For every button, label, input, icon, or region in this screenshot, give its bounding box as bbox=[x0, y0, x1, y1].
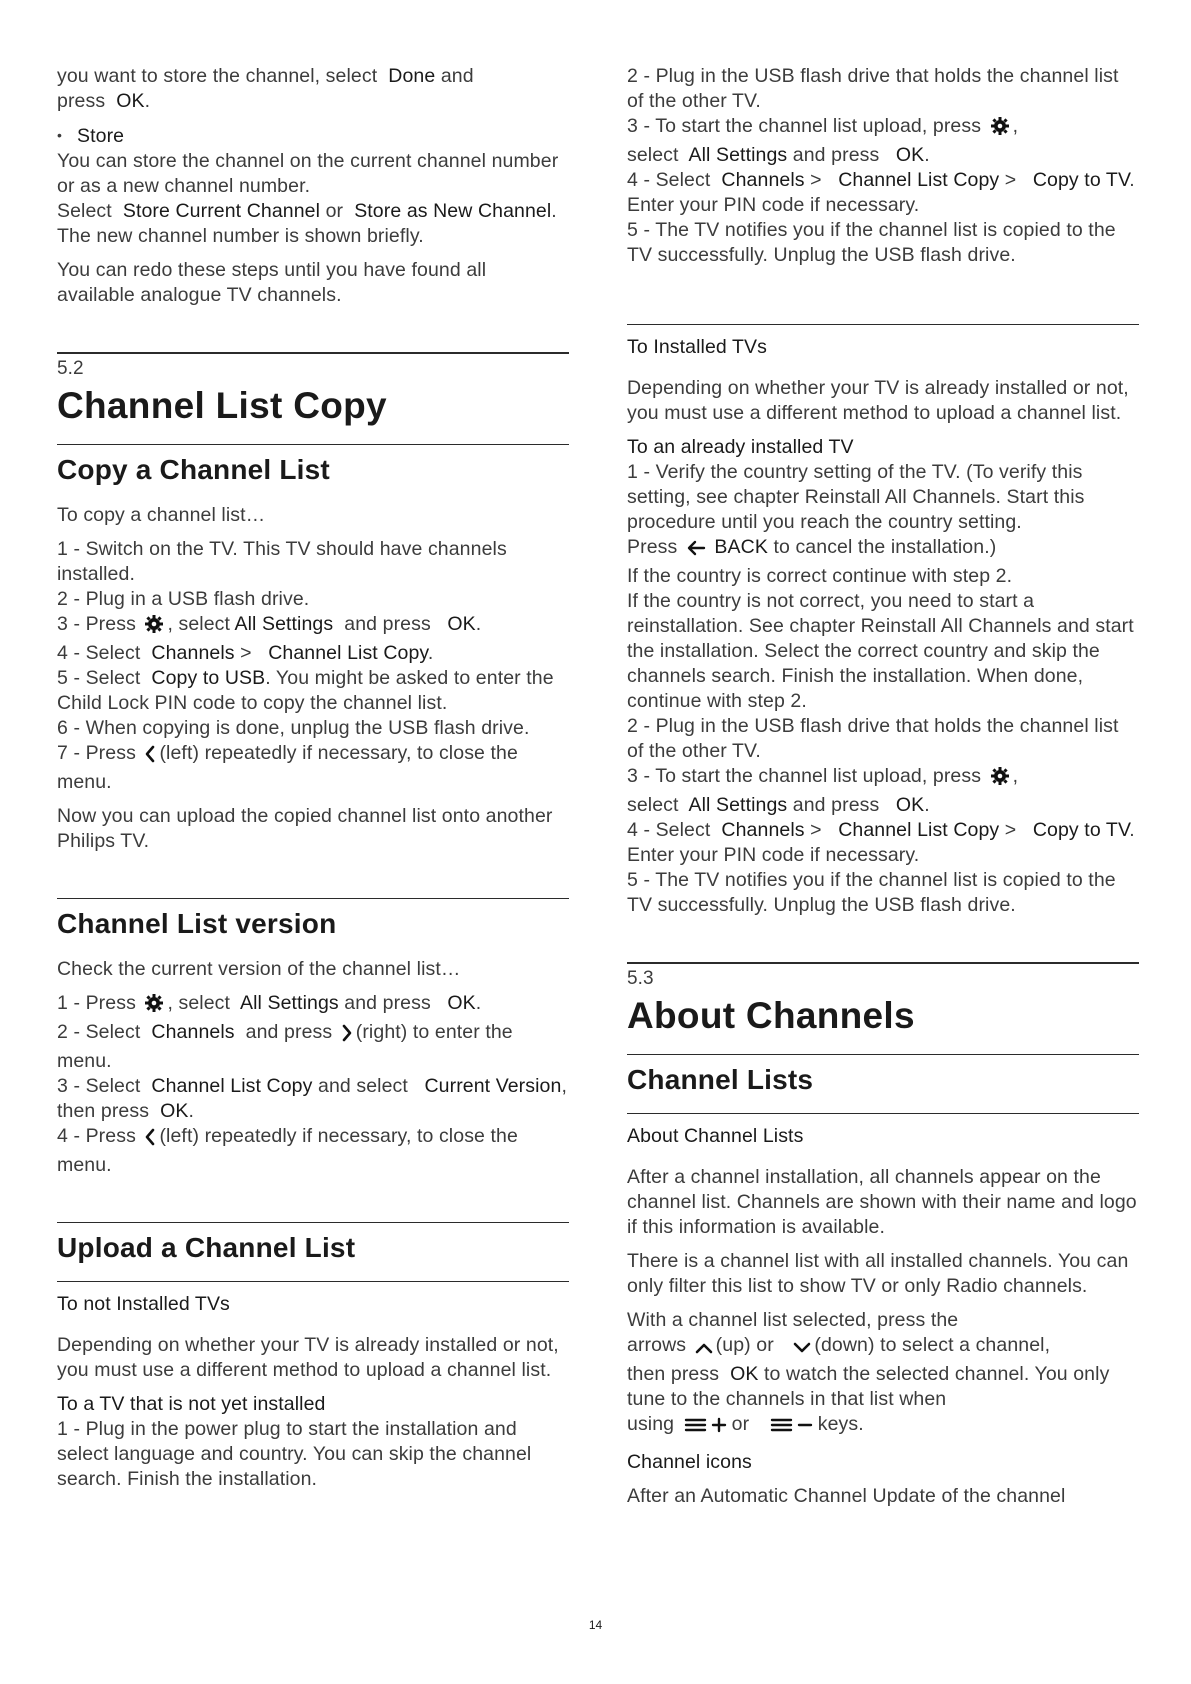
step-text: (left) repeatedly if necessary, to close the menu. bbox=[57, 742, 518, 793]
up-arrow-icon bbox=[695, 1337, 713, 1362]
installed-step-2: 2 - Plug in the USB flash drive that holds the channel list of the other TV. bbox=[627, 715, 1119, 762]
upload-step-5: 5 - The TV notifies you if the channel list is copied to the TV successfully. Unplug the USB flash drive. bbox=[627, 219, 1116, 266]
right-arrow-icon bbox=[341, 1024, 353, 1049]
lists-text: or bbox=[731, 1413, 750, 1435]
down-arrow-icon bbox=[793, 1337, 811, 1362]
back-arrow-icon bbox=[686, 539, 706, 564]
intro-dot: . bbox=[144, 90, 151, 112]
store-text: You can store the channel on the current channel number or as a new channel number. bbox=[57, 150, 559, 197]
step-text: 4 - Select bbox=[57, 642, 141, 664]
upload-step-2: 2 - Plug in the USB flash drive that holds the channel list of the other TV. bbox=[627, 65, 1119, 112]
installed-sub-title: To an already installed TV bbox=[627, 436, 854, 458]
channel-list-copy-label: Channel List Copy bbox=[268, 642, 428, 664]
store-new-label: Store as New Channel bbox=[354, 200, 552, 222]
minor-title: About Channel Lists bbox=[627, 1125, 804, 1147]
store-paragraph bbox=[57, 149, 569, 249]
upload-step-3: 3 - To start the channel list upload, press , select All Settings and press OK. bbox=[627, 115, 1019, 166]
settings-gear-icon bbox=[144, 993, 164, 1020]
step-text: 4 - Select bbox=[627, 169, 711, 191]
minor-rule bbox=[627, 324, 1139, 325]
left-arrow-icon bbox=[144, 1128, 156, 1153]
installed-step-3: 3 - To start the channel list upload, press , select All Settings and press OK. bbox=[627, 765, 1019, 816]
step-text: 3 - To start the channel list upload, press bbox=[627, 765, 982, 787]
upload-lead: Depending on whether your TV is already installed or not, you must use a different method to upload a channel list. bbox=[57, 1334, 559, 1381]
step-text: and press bbox=[344, 992, 431, 1014]
subsection-title: Channel Lists bbox=[627, 1064, 814, 1095]
step-text: , then press bbox=[57, 1075, 567, 1122]
intro-and: and bbox=[440, 65, 474, 87]
subsection-rule bbox=[57, 1222, 569, 1223]
minor-title: To Installed TVs bbox=[627, 336, 767, 358]
intro-paragraph bbox=[57, 64, 569, 114]
version-lead: Check the current version of the channel list… bbox=[57, 958, 461, 980]
intro-press: press bbox=[57, 90, 106, 112]
channel-list-copy-label: Channel List Copy bbox=[151, 1075, 313, 1097]
right-column bbox=[627, 64, 1139, 1509]
step-text: 3 - Select bbox=[57, 1075, 141, 1097]
lists-text: (up) or bbox=[715, 1334, 774, 1356]
redo-paragraph: You can redo these steps until you have found all available analogue TV channels. bbox=[57, 259, 487, 306]
installed-step-5: 5 - The TV notifies you if the channel list is copied to the TV successfully. Unplug the USB flash drive. bbox=[627, 869, 1116, 916]
step-text: and select bbox=[318, 1075, 408, 1097]
subsection-rule bbox=[627, 1054, 1139, 1055]
copy-step-6: 6 - When copying is done, unplug the USB flash drive. bbox=[57, 717, 530, 739]
current-version-label: Current Version bbox=[424, 1075, 562, 1097]
step-text: and press bbox=[245, 1021, 333, 1043]
menu-separator: > bbox=[810, 819, 822, 841]
step-text: , select bbox=[167, 992, 231, 1014]
upload-step-4 bbox=[627, 168, 1139, 218]
copy-steps bbox=[57, 537, 569, 795]
store-bullet-label: Store bbox=[77, 125, 125, 147]
step-text: select bbox=[627, 144, 679, 166]
settings-gear-icon bbox=[990, 766, 1010, 793]
back-label: BACK bbox=[714, 536, 768, 558]
store-tail: . The new channel number is shown briefly. bbox=[57, 200, 557, 247]
step-text: 4 - Press bbox=[57, 1125, 136, 1147]
left-arrow-icon bbox=[144, 745, 156, 770]
copy-step-2: 2 - Plug in a USB flash drive. bbox=[57, 588, 310, 610]
step-text: 1 - Verify the country setting of the TV. (To verify this setting, see chapter Reinstall All Channels. Start this procedure until you reach the country setting. bbox=[627, 461, 1085, 533]
installed-step-4 bbox=[627, 818, 1139, 868]
step-text: 3 - To start the channel list upload, press bbox=[627, 115, 982, 137]
upload-sub-title: To a TV that is not yet installed bbox=[57, 1393, 326, 1415]
ok-label: OK bbox=[447, 613, 476, 635]
settings-gear-icon bbox=[144, 614, 164, 641]
store-current-label: Store Current Channel bbox=[122, 200, 321, 222]
left-column bbox=[57, 64, 569, 1492]
step-text: and press bbox=[792, 144, 880, 166]
copy-to-usb-label: Copy to USB bbox=[151, 667, 266, 689]
step-text: (right) to enter the menu. bbox=[57, 1021, 513, 1072]
minor-rule bbox=[627, 1113, 1139, 1114]
ok-label: OK bbox=[895, 794, 925, 816]
lists-text: then press bbox=[627, 1363, 720, 1385]
step-text: . Enter your PIN code if necessary. bbox=[627, 169, 1135, 216]
step-text: Press bbox=[627, 536, 678, 558]
all-settings-label: All Settings bbox=[688, 794, 788, 816]
step-text: and press bbox=[344, 613, 431, 635]
copy-after: Now you can upload the copied channel list onto another Philips TV. bbox=[57, 805, 553, 852]
all-settings-label: All Settings bbox=[240, 992, 339, 1014]
subsection-rule bbox=[57, 444, 569, 445]
section-title: About Channels bbox=[627, 995, 915, 1036]
upload-step-1: 1 - Plug in the power plug to start the installation and select language and country. You can skip the channel search. Finish the installation. bbox=[57, 1418, 532, 1490]
copy-step-1: 1 - Switch on the TV. This TV should have channels installed. bbox=[57, 538, 507, 585]
intro-text: you want to store the channel, select bbox=[57, 65, 378, 87]
channel-list-copy-label: Channel List Copy bbox=[838, 819, 1000, 841]
copy-step-4: 4 - Select Channels > Channel List Copy. bbox=[57, 642, 434, 664]
list-plus-icon bbox=[683, 1416, 729, 1441]
installed-lead: Depending on whether your TV is already installed or not, you must use a different method to upload a channel list. bbox=[627, 377, 1129, 424]
version-step-3: 3 - Select Channel List Copy and select Current Version, then press OK. bbox=[57, 1075, 567, 1122]
minor-title: To not Installed TVs bbox=[57, 1293, 230, 1315]
step-text: 7 - Press bbox=[57, 742, 136, 764]
lists-text: With a channel list selected, press the bbox=[627, 1309, 959, 1331]
subsection-title: Copy a Channel List bbox=[57, 454, 330, 485]
lists-text: arrows bbox=[627, 1334, 687, 1356]
copy-to-tv-label: Copy to TV bbox=[1032, 819, 1130, 841]
step-text: 3 - Press bbox=[57, 613, 136, 635]
menu-separator: > bbox=[810, 169, 822, 191]
lists-text: to watch the selected channel. You only tune to the channels in that list when bbox=[627, 1363, 1110, 1410]
copy-lead: To copy a channel list… bbox=[57, 504, 266, 526]
copy-step-3: 3 - Press , select All Settings and press OK. bbox=[57, 612, 569, 641]
step-text: select bbox=[627, 794, 679, 816]
menu-separator: > bbox=[1004, 819, 1017, 841]
step-text: , bbox=[1012, 115, 1019, 137]
lists-text: using bbox=[627, 1413, 675, 1435]
step-text: If the country is correct continue with step 2. bbox=[627, 565, 1013, 587]
step-text: 1 - Press bbox=[57, 992, 136, 1014]
step-text: 4 - Select bbox=[627, 819, 711, 841]
ok-label: OK bbox=[730, 1363, 759, 1385]
lists-paragraph-3 bbox=[627, 1308, 1139, 1441]
menu-separator: > bbox=[240, 642, 252, 664]
lists-paragraph-2: There is a channel list with all installed channels. You can only filter this list to show TV or only Radio channels. bbox=[627, 1250, 1129, 1297]
step-text: . You might be asked to enter the Child Lock PIN code to copy the channel list. bbox=[57, 667, 554, 714]
step-text: and press bbox=[792, 794, 880, 816]
section-rule bbox=[627, 962, 1139, 964]
step-text: . Enter your PIN code if necessary. bbox=[627, 819, 1135, 866]
all-settings-label: All Settings bbox=[688, 144, 788, 166]
subsection-rule bbox=[57, 898, 569, 899]
page-number: 14 bbox=[588, 1618, 603, 1632]
step-text: , bbox=[1012, 765, 1019, 787]
channels-label: Channels bbox=[721, 819, 805, 841]
version-step-2 bbox=[57, 1020, 569, 1074]
step-text: 5 - Select bbox=[57, 667, 141, 689]
installed-step-1 bbox=[627, 460, 1139, 714]
ok-label: OK bbox=[116, 90, 145, 112]
settings-gear-icon bbox=[990, 116, 1010, 143]
ok-label: OK bbox=[447, 992, 476, 1014]
step-text: to cancel the installation.) bbox=[773, 536, 997, 558]
version-step-1: 1 - Press , select All Settings and press OK. bbox=[57, 991, 569, 1020]
ok-label: OK bbox=[160, 1100, 189, 1122]
channels-label: Channels bbox=[151, 642, 235, 664]
store-select: Select bbox=[57, 200, 112, 222]
menu-separator: > bbox=[1004, 169, 1017, 191]
channel-list-copy-label: Channel List Copy bbox=[838, 169, 1000, 191]
lists-text: (down) to select a channel, bbox=[814, 1334, 1051, 1356]
channels-label: Channels bbox=[721, 169, 805, 191]
subsection-title: Upload a Channel List bbox=[57, 1232, 356, 1263]
store-or: or bbox=[325, 200, 344, 222]
step-text: If the country is not correct, you need to start a reinstallation. See chapter Reinstall All Channels and start the installation. Select the correct country and skip the channels search. Finish the installation. When done, continue with step 2. bbox=[627, 590, 1134, 712]
step-text: 2 - Select bbox=[57, 1021, 141, 1043]
all-settings-label: All Settings bbox=[234, 613, 334, 635]
subsection-title: Channel List version bbox=[57, 908, 337, 939]
step-text: (left) repeatedly if necessary, to close the menu. bbox=[57, 1125, 518, 1176]
minor-rule bbox=[57, 1281, 569, 1282]
section-title: Channel List Copy bbox=[57, 385, 387, 426]
copy-step-5 bbox=[57, 666, 569, 716]
copy-step-7 bbox=[57, 741, 569, 795]
section-rule bbox=[57, 352, 569, 354]
icons-paragraph: After an Automatic Channel Update of the channel bbox=[627, 1485, 1066, 1507]
version-steps bbox=[57, 991, 569, 1178]
version-step-4 bbox=[57, 1124, 569, 1178]
copy-to-tv-label: Copy to TV bbox=[1032, 169, 1130, 191]
ok-label: OK bbox=[895, 144, 925, 166]
channels-label: Channels bbox=[151, 1021, 235, 1043]
store-bullet bbox=[57, 123, 569, 149]
lists-paragraph-1: After a channel installation, all channels appear on the channel list. Channels are shown with their name and logo if this information is available. bbox=[627, 1166, 1137, 1238]
lists-text: keys. bbox=[817, 1413, 864, 1435]
section-number: 5.2 bbox=[57, 358, 84, 379]
step-text: , select bbox=[167, 613, 231, 635]
list-minus-icon bbox=[769, 1416, 815, 1441]
icons-title: Channel icons bbox=[627, 1451, 752, 1473]
done-label: Done bbox=[388, 65, 436, 87]
section-number: 5.3 bbox=[627, 968, 654, 989]
